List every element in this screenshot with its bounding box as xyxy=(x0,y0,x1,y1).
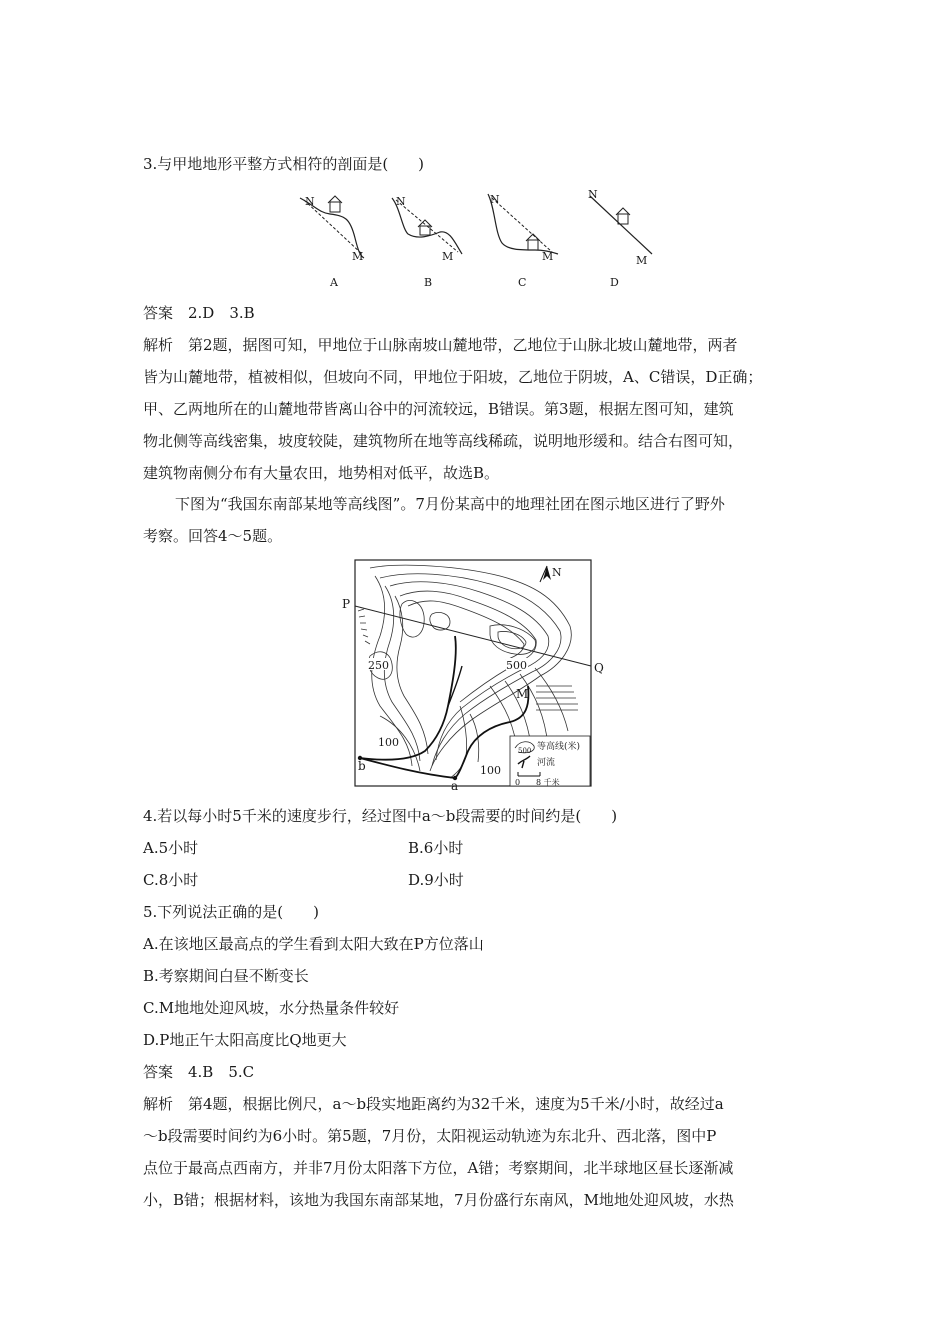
profile-a-n: N xyxy=(305,195,315,208)
map-contour-250: 250 xyxy=(368,659,389,672)
map-legend xyxy=(510,736,590,787)
map-contour-100-bottom: 100 xyxy=(480,764,501,777)
contour-map xyxy=(340,556,604,793)
q4-option-b: B.6小时 xyxy=(408,839,464,857)
profile-a-label: A xyxy=(330,276,338,289)
map-contour-500: 500 xyxy=(506,659,527,672)
legend-scale-zero: 0 xyxy=(515,778,521,787)
q4-option-a: A.5小时 xyxy=(143,839,199,857)
q4-stem: 4.若以每小时5千米的速度步行，经过图中a～b段需要的时间约是( ) xyxy=(143,807,618,825)
analysis-line: 皆为山麓地带，植被相似，但坡向不同，甲地位于阳坡，乙地位于阴坡，A、C错误，D正确； xyxy=(143,368,763,386)
intro-line: 考察。回答4～5题。 xyxy=(143,527,283,545)
map-label-p: P xyxy=(342,597,351,611)
analysis-line: 建筑物南侧分布有大量农田，地势相对低平，故选B。 xyxy=(143,464,500,482)
profile-c xyxy=(488,193,558,289)
q4-option-d: D.9小时 xyxy=(408,871,464,889)
profile-b-label: B xyxy=(424,276,433,289)
profile-a-m: M xyxy=(352,250,364,263)
analysis-line: 解析 第2题，据图可知，甲地位于山脉南坡山麓地带，乙地位于山脉北坡山麓地带，两者 xyxy=(143,336,738,354)
q5-option-b: B.考察期间白昼不断变长 xyxy=(143,967,309,985)
map-contour-100-left: 100 xyxy=(378,736,399,749)
profile-b xyxy=(392,195,462,289)
profile-d-label: D xyxy=(610,276,619,289)
analysis-line: 点位于最高点西南方，并非7月份太阳落下方位，A错；考察期间，北半球地区昼长逐渐减 xyxy=(143,1159,734,1177)
map-label-q: Q xyxy=(594,661,604,675)
q4-option-c: C.8小时 xyxy=(143,871,199,889)
q5-option-d: D.P地正午太阳高度比Q地更大 xyxy=(143,1031,347,1049)
analysis-line: ～b段需要时间约为6小时。第5题，7月份，太阳视运动轨迹为东北升、西北落，图中P xyxy=(143,1127,717,1145)
legend-scale: 8 千米 xyxy=(536,778,560,787)
map-label-b: b xyxy=(358,759,366,773)
analysis-line: 甲、乙两地所在的山麓地带皆离山谷中的河流较远，B错误。第3题，根据左图可知，建筑 xyxy=(143,400,734,418)
q3-profiles-figure xyxy=(290,188,670,293)
answer-2-3: 答案 2.D 3.B xyxy=(143,304,255,322)
profile-d-n: N xyxy=(588,188,598,201)
legend-contour-value: 500 xyxy=(518,747,532,755)
map-north: N xyxy=(552,566,562,579)
profile-b-m: M xyxy=(442,250,454,263)
profile-d-m: M xyxy=(636,254,648,267)
analysis-line: 解析 第4题，根据比例尺，a～b段实地距离约为32千米，速度为5千米/小时，故经过a xyxy=(143,1095,724,1113)
q5-option-a: A.在该地区最高点的学生看到太阳大致在P方位落山 xyxy=(143,935,484,953)
intro-line: 下图为“我国东南部某地等高线图”。7月份某高中的地理社团在图示地区进行了野外 xyxy=(175,495,725,513)
profile-c-n: N xyxy=(490,193,500,206)
legend-contour: 等高线(米) xyxy=(537,742,581,752)
profile-a xyxy=(300,195,364,289)
profile-d xyxy=(588,188,652,289)
analysis-line: 小，B错；根据材料，该地为我国东南部某地，7月份盛行东南风，M地地处迎风坡，水热 xyxy=(143,1191,734,1209)
profile-c-label: C xyxy=(518,276,527,289)
map-label-m: M xyxy=(516,687,529,701)
q3-stem: 3.与甲地地形平整方式相符的剖面是( ) xyxy=(143,155,425,173)
q5-option-c: C.M地地处迎风坡，水分热量条件较好 xyxy=(143,999,400,1017)
analysis-line: 物北侧等高线密集，坡度较陡，建筑物所在地等高线稀疏，说明地形缓和。结合右图可知， xyxy=(143,432,744,450)
profile-c-m: M xyxy=(542,250,554,263)
answer-4-5: 答案 4.B 5.C xyxy=(143,1063,255,1081)
q5-stem: 5.下列说法正确的是( ) xyxy=(143,903,320,921)
profile-b-n: N xyxy=(396,195,406,208)
legend-river: 河流 xyxy=(537,758,556,768)
map-label-a: a xyxy=(451,779,459,793)
